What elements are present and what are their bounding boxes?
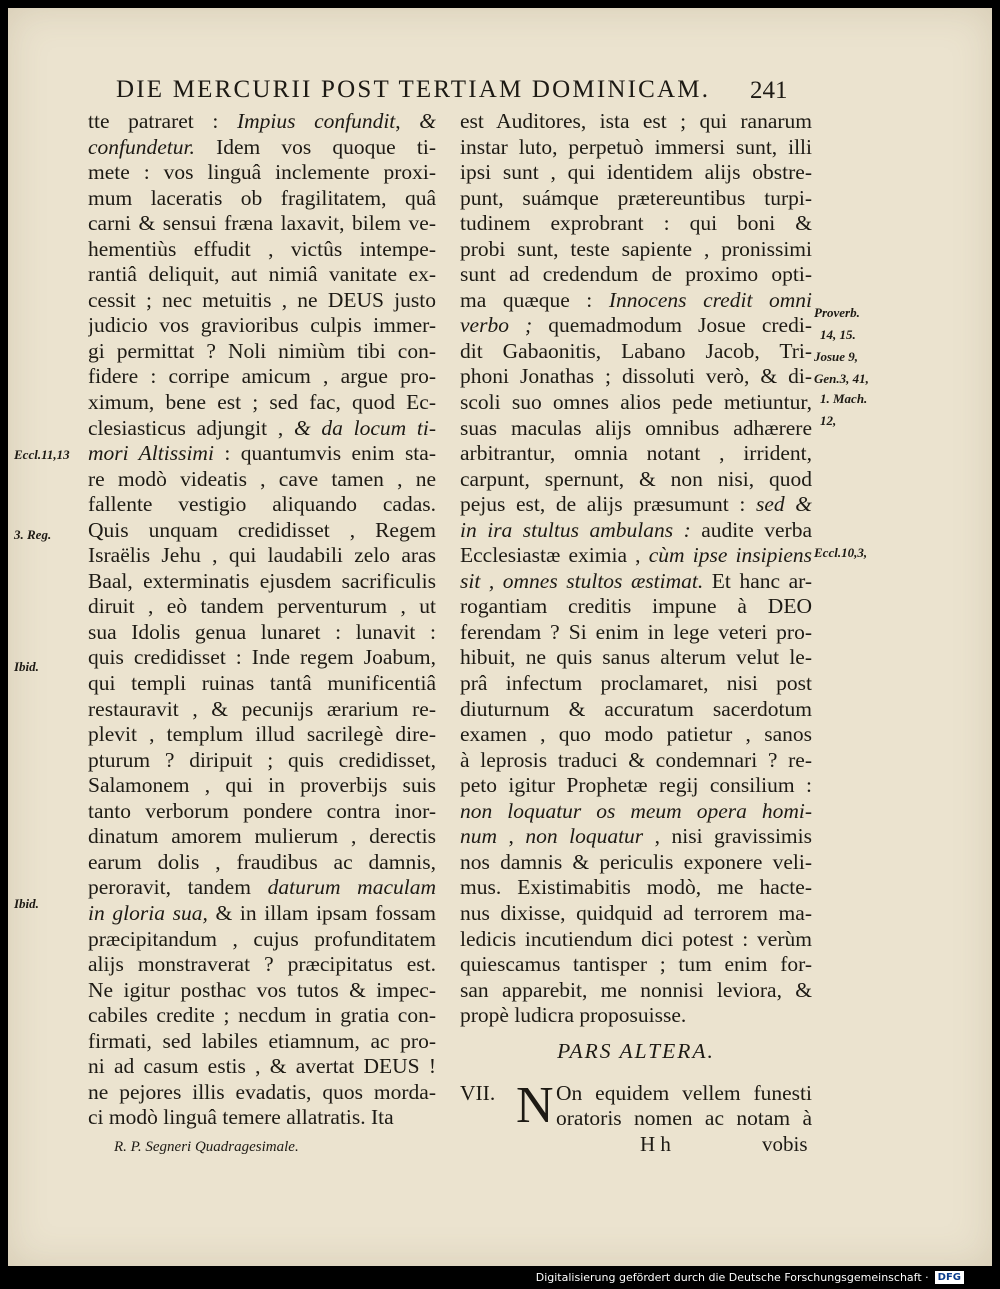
text-run: ximum, bene est ; sed fac, quod Ec-	[88, 390, 436, 415]
italic-quote: non loquatur	[525, 824, 644, 849]
text-run: Israëlis Jehu , qui laudabili zelo aras	[88, 543, 436, 568]
text-line	[88, 569, 436, 595]
italic-quote: in gloria sua,	[88, 900, 208, 925]
text-run: cabiles credite ; necdum in gratia con-	[88, 1003, 436, 1028]
text-line	[460, 645, 812, 671]
text-line	[88, 313, 436, 339]
text-run: carpunt, spernunt, & non nisi, quod	[460, 466, 812, 491]
text-line	[460, 875, 812, 901]
text-run: mus. Existimabitis modò, me hacte-	[460, 875, 812, 900]
text-line	[460, 186, 812, 212]
text-line	[88, 1029, 436, 1055]
text-run: ni ad casum estis , & avertat DEUS !	[88, 1054, 436, 1079]
text-line	[460, 441, 812, 467]
text-run: clesiasticus adjungit ,	[88, 415, 294, 440]
text-run: ci modò linguâ temere allatratis. Ita	[88, 1105, 394, 1130]
page-number: 241	[750, 77, 788, 104]
text-line	[88, 390, 436, 416]
margin-note: Eccl.11,13	[14, 447, 70, 462]
text-run: ledicis incutiendum dici potest : verùm	[460, 926, 812, 951]
margin-note: Josue 9,	[814, 349, 859, 364]
text-run: alijs monstraverat ? præcipitatus est.	[88, 952, 436, 977]
text-run: arbitrantur, omnia notant , irrident,	[460, 441, 812, 466]
text-line	[460, 237, 812, 263]
text-line	[88, 288, 436, 314]
text-line	[88, 467, 436, 493]
italic-quote: num	[460, 824, 498, 849]
text-run: Quis unquam credidisset , Regem	[88, 517, 436, 542]
text-line	[460, 978, 812, 1004]
text-line	[460, 901, 812, 927]
text-run: : quantumvis enim sta-	[213, 441, 436, 466]
text-line	[88, 722, 436, 748]
text-run: quiescamus tantisper ; tum enim for-	[460, 952, 812, 977]
text-line	[460, 518, 812, 544]
right-text-column	[460, 109, 812, 1132]
text-line	[460, 313, 812, 339]
text-line	[88, 186, 436, 212]
digitization-credit	[536, 1269, 964, 1285]
signature-mark: H h	[640, 1132, 671, 1156]
credit-text: Digitalisierung gefördert durch die Deutsche Forschungsgemeinschaft ·	[535, 1270, 929, 1284]
text-run: dinatum amorem mulierum , derectis	[88, 824, 436, 849]
text-run: pturum ? diripuit ; quis credidisset,	[88, 747, 436, 772]
italic-quote: & da locum ti-	[293, 415, 436, 440]
text-line	[460, 799, 812, 825]
text-line	[88, 850, 436, 876]
text-run: firmati, sed labiles etiamnum, ac pro-	[88, 1028, 436, 1053]
text-line	[88, 697, 436, 723]
text-line	[88, 748, 436, 774]
text-line	[460, 364, 812, 390]
text-line	[460, 262, 812, 288]
text-line	[460, 722, 812, 748]
text-run: Et hanc ar-	[703, 568, 812, 593]
text-line: On equidem vellem funesti	[556, 1080, 812, 1105]
text-line	[460, 824, 812, 850]
signature-note: R. P. Segneri Quadragesimale.	[114, 1139, 299, 1155]
text-run: quis credidisset : Inde regem Joabum,	[88, 645, 436, 670]
text-run: restauravit , & pecunijs ærarium re-	[88, 696, 436, 721]
italic-quote: sed &	[755, 492, 812, 517]
running-title: DIE MERCURII POST TERTIAM DOMINICAM.	[116, 76, 711, 103]
text-line	[460, 390, 812, 416]
text-run: tudinem exprobrant : qui boni &	[460, 211, 812, 236]
text-run: probi sunt, teste sapiente , pronissimi	[460, 236, 812, 261]
text-run: , nisi gravissimis	[643, 824, 812, 849]
text-run: sua Idolis genua lunaret : lunavit :	[88, 619, 436, 644]
italic-quote: Impius confundit	[236, 109, 396, 133]
text-run: dit Gabaonitis, Labano Jacob, Tri-	[460, 338, 812, 363]
text-line	[88, 978, 436, 1004]
text-run: peto igitur Prophetæ regij consilium :	[460, 773, 812, 798]
italic-quote: confundetur.	[88, 134, 195, 159]
text-run: quemadmodum Josue credi-	[532, 313, 812, 338]
margin-note: 12,	[820, 413, 837, 428]
dfg-logo-icon: DFG	[935, 1271, 964, 1284]
text-run: san apparebit, me nonnisi leviora, &	[460, 977, 812, 1002]
text-run: propè ludicra proposuisse.	[460, 1003, 687, 1028]
text-run: Salamonem , qui in proverbijs suis	[88, 773, 436, 798]
text-line	[460, 620, 812, 646]
right-column-text	[460, 109, 812, 1029]
text-line	[460, 339, 812, 365]
text-run: rogantiam creditis impune à DEO	[460, 594, 812, 619]
italic-quote: &	[419, 109, 436, 133]
text-line	[88, 364, 436, 390]
text-line	[88, 211, 436, 237]
margin-note: 1. Mach.	[820, 391, 868, 406]
text-run: plevit , templum illud sacrilegè dire-	[88, 722, 436, 747]
text-run: qui templi ruinas tantâ munificentiâ	[88, 671, 436, 696]
text-line	[88, 543, 436, 569]
text-line	[88, 1003, 436, 1029]
text-line	[88, 492, 436, 518]
text-run: punt, suámque prætereuntibus turpi-	[460, 185, 812, 210]
text-line	[88, 824, 436, 850]
section-paragraph	[460, 1076, 812, 1134]
text-run: & in illam ipsam fossam	[207, 900, 436, 925]
scanned-page	[8, 8, 992, 1266]
drop-capital: N	[516, 1076, 554, 1134]
text-run: tte patraret :	[88, 109, 237, 133]
text-line	[88, 1105, 436, 1131]
text-line	[88, 952, 436, 978]
text-run: cessit ; nec metuitis , ne DEUS justo	[88, 287, 436, 312]
text-run: præcipitandum , cujus profunditatem	[88, 926, 436, 951]
text-line	[460, 952, 812, 978]
text-run: suas maculas alijs omnibus adhærere	[460, 415, 812, 440]
text-line	[88, 594, 436, 620]
text-run: ,	[497, 824, 526, 849]
text-run: fallente vestigio aliquando cadas.	[88, 492, 436, 517]
text-line	[460, 927, 812, 953]
text-run: Ne igitur posthac vos tutos & impec-	[88, 977, 436, 1002]
text-line	[88, 671, 436, 697]
italic-quote: Innocens credit omni	[608, 287, 812, 312]
text-line	[460, 569, 812, 595]
margin-note: Gen.3, 41,	[814, 371, 869, 386]
text-line	[88, 1080, 436, 1106]
text-line	[460, 211, 812, 237]
paragraph-number: VII.	[460, 1080, 496, 1105]
text-run: Idem vos quoque ti-	[194, 134, 436, 159]
text-line	[460, 850, 812, 876]
text-line	[88, 416, 436, 442]
text-line	[460, 773, 812, 799]
italic-quote: sit , omnes stultos æstimat.	[460, 568, 704, 593]
text-run: sunt ad credendum de proximo opti-	[460, 262, 812, 287]
text-line	[88, 901, 436, 927]
text-line	[88, 773, 436, 799]
text-run: hementiùs effudit , victûs intempe-	[88, 236, 436, 261]
left-text-column	[88, 109, 436, 1131]
text-line	[88, 109, 436, 135]
text-line	[88, 441, 436, 467]
text-run: diuturnum & accuratum sacerdotum	[460, 696, 812, 721]
text-line	[88, 339, 436, 365]
text-line	[88, 875, 436, 901]
text-run: rantiâ deliquit, aut nimiâ vanitate ex-	[88, 262, 436, 287]
catchword: vobis	[762, 1132, 808, 1156]
text-run: peroravit, tandem	[88, 875, 268, 900]
text-run: nus dixisse, quidquid ad terrorem ma-	[460, 900, 812, 925]
text-line	[460, 492, 812, 518]
text-run: Ecclesiastæ eximia ,	[460, 543, 649, 568]
text-line	[460, 160, 812, 186]
text-line	[88, 518, 436, 544]
text-line	[460, 697, 812, 723]
text-line	[460, 109, 812, 135]
text-line	[460, 594, 812, 620]
text-line	[460, 543, 812, 569]
text-run: Baal, exterminatis ejusdem sacrificulis	[88, 568, 436, 593]
text-run: pejus est, de alijs præsumunt :	[460, 492, 756, 517]
text-run: scoli suo omnes alios pede metiuntur,	[460, 390, 812, 415]
text-run: gi permittat ? Noli nimiùm tibi con-	[88, 338, 436, 363]
text-run: est Auditores, ista est ; qui ranarum	[460, 109, 812, 133]
text-line	[88, 160, 436, 186]
text-run: prâ infectum proclamaret, nisi post	[460, 671, 812, 696]
text-run: mete : vos linguâ inclemente proxi-	[88, 160, 436, 185]
text-line	[88, 262, 436, 288]
text-line	[460, 671, 812, 697]
text-line	[88, 927, 436, 953]
text-run: fidere : corripe amicum , argue pro-	[88, 364, 436, 389]
italic-quote: mori Altissimi	[88, 441, 214, 466]
margin-note: 3. Reg.	[14, 527, 52, 542]
text-line	[460, 467, 812, 493]
text-line	[88, 620, 436, 646]
text-line	[460, 288, 812, 314]
section-heading: PARS ALTERA.	[557, 1038, 715, 1063]
text-line	[460, 748, 812, 774]
text-run: ferendam ? Si enim in lege veteri pro-	[460, 619, 812, 644]
text-run: ne pejores illis evadatis, quos morda-	[88, 1079, 436, 1104]
text-line	[460, 135, 812, 161]
margin-note: Eccl.10,3,	[814, 545, 868, 560]
text-line	[88, 237, 436, 263]
text-line	[88, 1054, 436, 1080]
text-run: instar luto, perpetuò immersi sunt, illi	[460, 134, 812, 159]
text-run: ipsi sunt , qui identidem alijs obstre-	[460, 160, 812, 185]
text-run: mum laceratis ob fragilitatem, quâ	[88, 185, 436, 210]
margin-note: Ibid.	[14, 896, 39, 911]
text-run: judicio vos gravioribus culpis immer-	[88, 313, 436, 338]
italic-quote: non loquatur os meum opera homi-	[460, 798, 812, 823]
text-run: examen , quo modo patietur , sanos	[460, 722, 812, 747]
text-run: phoni Jonathas ; dissoluti verò, & di-	[460, 364, 812, 389]
text-run: diruit , eò tandem perventurum , ut	[88, 594, 436, 619]
italic-quote: verbo ;	[460, 313, 533, 338]
text-run: à leprosis traduci & condemnari ? re-	[460, 747, 812, 772]
text-line	[460, 416, 812, 442]
text-run: nos damnis & periculis exponere veli-	[460, 849, 812, 874]
italic-quote: cùm ipse insipiens	[648, 543, 812, 568]
margin-note: 14, 15.	[820, 327, 856, 342]
text-run: ma quæque :	[460, 287, 609, 312]
text-line	[88, 645, 436, 671]
italic-quote: in ira stultus ambulans :	[460, 517, 691, 542]
text-run: re modò videatis , cave tamen , ne	[88, 466, 436, 491]
margin-note: Ibid.	[14, 659, 39, 674]
text-line	[88, 799, 436, 825]
text-run: audite verba	[690, 517, 812, 542]
text-run: ,	[395, 109, 420, 133]
margin-note: Proverb.	[814, 305, 860, 320]
text-run: carni & sensui fræna laxavit, bilem ve-	[88, 211, 436, 236]
text-line	[88, 135, 436, 161]
italic-quote: daturum maculam	[267, 875, 436, 900]
text-run: hibuit, ne quis sanus alterum velut le-	[460, 645, 812, 670]
text-line: oratoris nomen ac notam à	[556, 1106, 812, 1131]
text-line	[460, 1003, 812, 1029]
text-run: earum dolis , fraudibus ac damnis,	[88, 849, 436, 874]
text-run: tanto verborum pondere contra inor-	[88, 798, 436, 823]
